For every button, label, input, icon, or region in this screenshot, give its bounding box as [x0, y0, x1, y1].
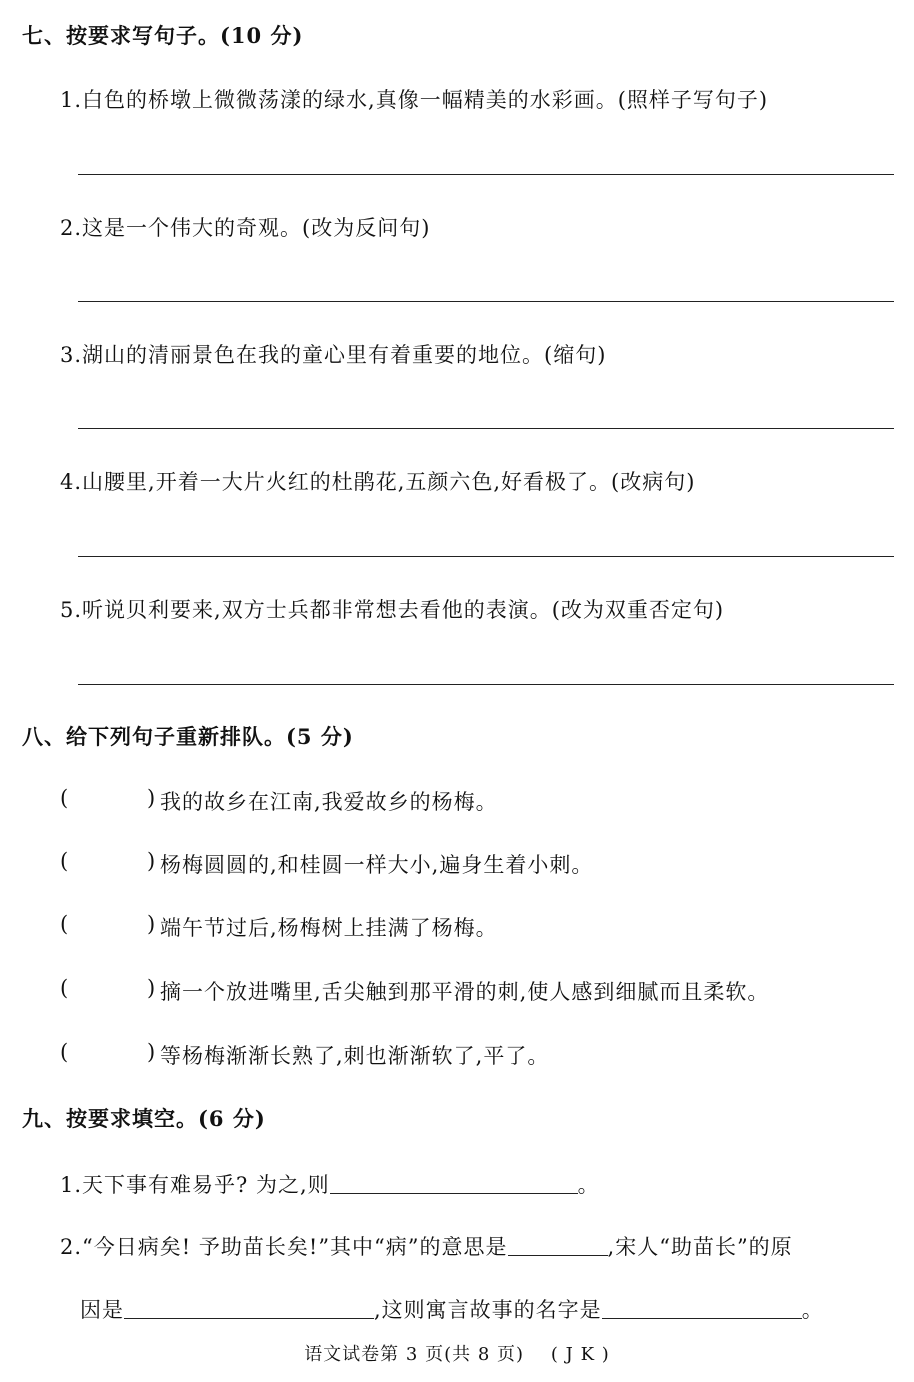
- question-7-5: 5.听说贝利要来,双方士兵都非常想去看他的表演。(改为双重否定句): [60, 598, 725, 622]
- order-blank-close: ): [147, 912, 156, 936]
- order-blank-open[interactable]: (: [60, 786, 69, 810]
- answer-line-7-3[interactable]: [78, 428, 894, 429]
- question-9-2-text-d: ,这则寓言故事的名字是: [374, 1298, 602, 1322]
- reorder-row: [0, 849, 914, 877]
- answer-line-7-5[interactable]: [78, 684, 894, 685]
- fill-blank-9-2-meaning[interactable]: [508, 1235, 608, 1256]
- question-9-1-text: 1.天下事有难易乎? 为之,则: [60, 1173, 330, 1197]
- question-9-2-text-c: 因是: [80, 1298, 124, 1322]
- question-7-4: 4.山腰里,开着一大片火红的杜鹃花,五颜六色,好看极了。(改病句): [60, 470, 696, 494]
- order-blank-open[interactable]: (: [60, 976, 69, 1000]
- reorder-sentence: 杨梅圆圆的,和桂圆一样大小,遍身生着小刺。: [160, 853, 594, 877]
- reorder-sentence: 端午节过后,杨梅树上挂满了杨梅。: [160, 916, 498, 940]
- page-footer: 语文试卷第 3 页(共 8 页) ( J K ): [304, 1344, 610, 1365]
- answer-line-7-2[interactable]: [78, 301, 894, 302]
- section-9-title: 九、按要求填空。(6 分): [22, 1106, 266, 1131]
- section-8-title: 八、给下列句子重新排队。(5 分): [22, 724, 354, 749]
- order-blank-open[interactable]: (: [60, 849, 69, 873]
- reorder-row: [0, 786, 914, 814]
- answer-line-7-1[interactable]: [78, 174, 894, 175]
- reorder-row: [0, 1040, 914, 1068]
- section-7-title: 七、按要求写句子。(10 分): [22, 23, 304, 48]
- reorder-sentence: 等杨梅渐渐长熟了,刺也渐渐软了,平了。: [160, 1044, 550, 1068]
- question-9-2-text-b: ,宋人“助苗长”的原: [607, 1235, 793, 1259]
- question-9-2-line-2: [80, 1294, 824, 1324]
- reorder-sentence: 摘一个放进嘴里,舌尖触到那平滑的刺,使人感到细腻而且柔软。: [160, 980, 770, 1004]
- answer-line-7-4[interactable]: [78, 556, 894, 557]
- order-blank-close: ): [147, 976, 156, 1000]
- question-7-2: 2.这是一个伟大的奇观。(改为反问句): [60, 216, 431, 240]
- question-9-2-text-e: 。: [801, 1298, 824, 1322]
- order-blank-open[interactable]: (: [60, 1040, 69, 1064]
- question-7-1: 1.白色的桥墩上微微荡漾的绿水,真像一幅精美的水彩画。(照样子写句子): [60, 88, 769, 112]
- reorder-row: [0, 976, 914, 1004]
- order-blank-open[interactable]: (: [60, 912, 69, 936]
- reorder-sentence: 我的故乡在江南,我爱故乡的杨梅。: [160, 790, 498, 814]
- reorder-row: [0, 912, 914, 940]
- fill-blank-9-2-reason[interactable]: [124, 1298, 374, 1319]
- question-9-2-text-a: 2.“今日病矣! 予助苗长矣!”其中“病”的意思是: [60, 1235, 508, 1259]
- question-7-3: 3.湖山的清丽景色在我的童心里有着重要的地位。(缩句): [60, 343, 607, 367]
- question-9-1: [60, 1169, 600, 1199]
- fill-blank-9-1[interactable]: [330, 1173, 578, 1194]
- question-9-1-end: 。: [577, 1173, 600, 1197]
- order-blank-close: ): [147, 786, 156, 810]
- order-blank-close: ): [147, 849, 156, 873]
- question-9-2-line-1: [60, 1231, 793, 1261]
- fill-blank-9-2-fable-name[interactable]: [602, 1298, 802, 1319]
- order-blank-close: ): [147, 1040, 156, 1064]
